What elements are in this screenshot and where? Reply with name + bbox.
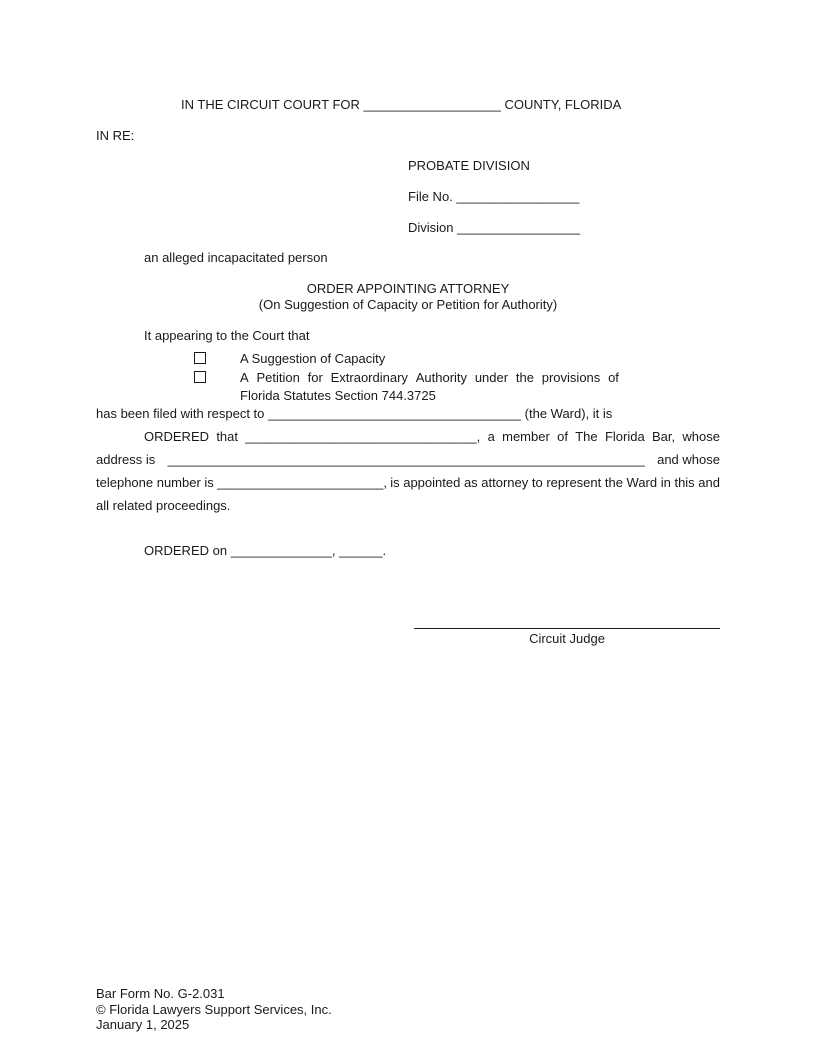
telephone-label: telephone number is xyxy=(96,475,214,490)
ordered-line-4: all related proceedings. xyxy=(96,498,231,513)
telephone-blank: _______________________, xyxy=(217,475,387,490)
petition-word: for xyxy=(307,370,323,385)
ordered-word: of xyxy=(557,429,568,444)
circuit-judge-label: Circuit Judge xyxy=(529,631,605,646)
ordered-word: a xyxy=(487,429,495,444)
ordered-word: member xyxy=(502,429,550,444)
form-date: January 1, 2025 xyxy=(96,1017,190,1032)
petition-label-line2: Florida Statutes Section 744.3725 xyxy=(240,388,436,403)
appointment-text: is appointed as attorney to represent the Ward in this and xyxy=(390,475,720,490)
ordered-word: whose xyxy=(682,429,720,444)
and-whose-text: and whose xyxy=(657,452,720,467)
in-re-label: IN RE: xyxy=(96,128,135,143)
ordered-on-line: ORDERED on ______________, ______. xyxy=(144,543,387,558)
suggestion-of-capacity-label: A Suggestion of Capacity xyxy=(240,351,386,366)
petition-word: provisions xyxy=(541,370,601,385)
document-subtitle: (On Suggestion of Capacity or Petition for Authority) xyxy=(258,297,558,312)
address-label: address is xyxy=(96,452,156,467)
petition-word: the xyxy=(515,370,534,385)
ordered-word: that xyxy=(216,429,238,444)
petition-extraordinary-authority-checkbox[interactable] xyxy=(194,371,206,383)
file-number-field: File No. _________________ xyxy=(408,189,580,204)
petition-word: Extraordinary xyxy=(330,370,408,385)
ordered-word: ORDERED xyxy=(144,429,210,444)
intro-text: It appearing to the Court that xyxy=(144,328,310,343)
alleged-person-label: an alleged incapacitated person xyxy=(144,250,328,265)
bar-form-number: Bar Form No. G-2.031 xyxy=(96,986,225,1001)
court-heading: IN THE CIRCUIT COURT FOR ___________________ COUNTY, FLORIDA xyxy=(181,97,622,112)
ordered-word: Florida xyxy=(604,429,645,444)
attorney-name-blank: ________________________________, xyxy=(245,429,481,444)
ordered-line-3 xyxy=(96,475,720,491)
petition-word: of xyxy=(608,370,619,385)
suggestion-of-capacity-checkbox[interactable] xyxy=(194,352,206,364)
division-field: Division _________________ xyxy=(408,220,581,235)
document-title: ORDER APPOINTING ATTORNEY xyxy=(306,281,510,296)
probate-division-label: PROBATE DIVISION xyxy=(408,158,530,173)
petition-word: A xyxy=(240,370,249,385)
judge-signature-line xyxy=(414,628,720,629)
petition-word: under xyxy=(474,370,509,385)
petition-word: Authority xyxy=(415,370,468,385)
ordered-word: Bar, xyxy=(651,429,676,444)
petition-word: Petition xyxy=(256,370,300,385)
copyright-notice: © Florida Lawyers Support Services, Inc. xyxy=(96,1002,332,1017)
ordered-line-1 xyxy=(144,429,720,445)
ordered-line-2 xyxy=(96,452,720,468)
filed-with-respect-line: has been filed with respect to ___________________________________ (the Ward), it is xyxy=(96,406,613,421)
address-blank: __________________________________________________________________ xyxy=(167,452,645,467)
petition-label-line1 xyxy=(240,370,619,386)
ordered-word: The xyxy=(575,429,598,444)
